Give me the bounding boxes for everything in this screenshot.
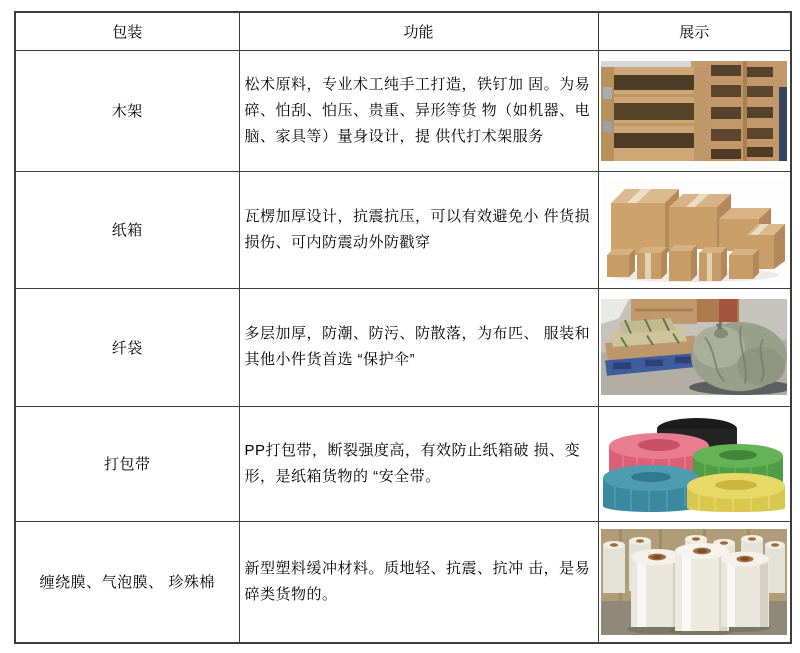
package-name: 纸箱 (15, 171, 239, 288)
photo-cell (598, 521, 791, 643)
package-name: 缠绕膜、气泡膜、 珍殊棉 (15, 521, 239, 643)
photo-cell (598, 406, 791, 521)
table-row-woven-bag (15, 288, 791, 406)
function-description: 多层加厚，防潮、防污、防散落，为布匹、 服装和其他小件货首选 “保护伞” (239, 288, 598, 406)
wooden-crates-illustration (601, 61, 787, 161)
column-header-display: 展示 (598, 12, 791, 50)
wooden-crates-photo (601, 61, 787, 161)
strapping-rolls-photo (601, 416, 787, 512)
package-name: 纤袋 (15, 288, 239, 406)
column-header-function: 功能 (239, 12, 598, 50)
cardboard-boxes-illustration (601, 177, 787, 283)
column-header-package: 包装 (15, 12, 239, 50)
function-description: 松术原料，专业术工纯手工打造，铁钉加 固。为易碎、怕刮、怕压、贵重、异形等货 物（如机器、电脑、家具等）量身设计，提 供代打术架服务 (239, 50, 598, 171)
package-name: 打包带 (15, 406, 239, 521)
package-name: 木架 (15, 50, 239, 171)
header-row (15, 12, 791, 50)
cardboard-boxes-photo (601, 177, 787, 283)
table-row-stretch-film (15, 521, 791, 643)
stretch-film-photo (601, 529, 787, 635)
strapping-rolls-illustration (601, 416, 787, 512)
function-description: PP打包带，断裂强度高，有效防止纸箱破 损、变形，是纸箱货物的 “安全带。 (239, 406, 598, 521)
table-row-wooden-frame (15, 50, 791, 171)
photo-cell (598, 50, 791, 171)
table-row-strapping (15, 406, 791, 521)
function-description: 新型塑料缓冲材料。质地轻、抗震、抗冲 击，是易碎类货物的。 (239, 521, 598, 643)
photo-cell (598, 171, 791, 288)
packaging-table (14, 11, 792, 644)
woven-bags-illustration (601, 299, 787, 395)
function-description: 瓦楞加厚设计，抗震抗压，可以有效避免小 件货损损伤、可内防震动外防戳穿 (239, 171, 598, 288)
photo-cell (598, 288, 791, 406)
stretch-film-illustration (601, 529, 787, 635)
table-row-cardboard-box (15, 171, 791, 288)
woven-bags-photo (601, 299, 787, 395)
